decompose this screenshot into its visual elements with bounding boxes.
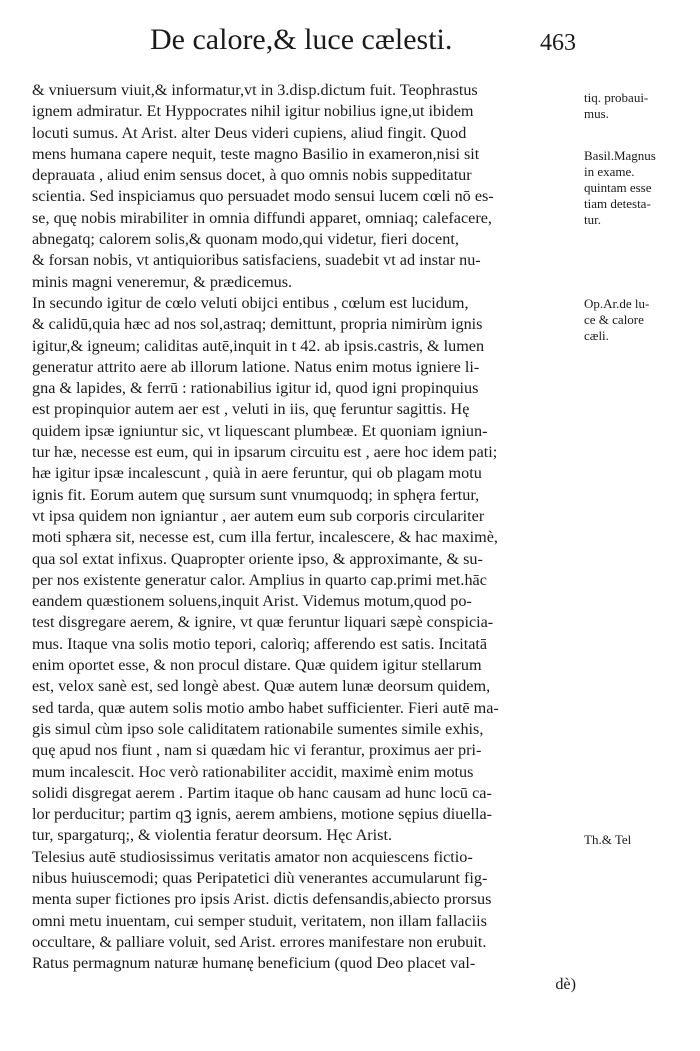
margin-note-line: tur.: [584, 212, 601, 227]
margin-note-line: tiq. probaui-: [584, 90, 649, 105]
text-line: ignem admiratur. Et Hyppocrates nihil igitur nobilius igne,ut ibidem: [32, 102, 474, 121]
text-line: se, quę nobis mirabiliter in omnia diffundi apparet, omniaq; calefacere,: [32, 208, 492, 227]
text-line: qua sol extat infixus. Quapropter oriente ipso, & approximante, & su-: [32, 549, 483, 568]
margin-note-line: cæli.: [584, 328, 609, 343]
margin-note-line: ce & calore: [584, 312, 644, 327]
text-line: lor perducitur; partim qꝫ ignis, aerem ambiens, motione sępius diuella-: [32, 805, 493, 824]
text-line: gna & lapides, & ferrū : rationabilius igitur id, quod igni propinquius: [32, 379, 479, 398]
text-line: & calidū,quia hæc ad nos sol,astraq; demittunt, propria nimirùm ignis: [32, 315, 483, 334]
text-line: eandem quæstionem soluens,inquit Arist. Videmus motum,quod po-: [32, 592, 472, 611]
text-line: & forsan nobis, vt antiquioribus satisfaciens, suadebit vt ad instar nu-: [32, 251, 481, 270]
text-line: In secundo igitur de cœlo veluti obijci entibus , cœlum est lucidum,: [32, 293, 469, 312]
text-line: menta super fictiones pro ipsis Arist. dictis defensandis,abiecto prorsus: [32, 890, 492, 909]
text-line: est, velox sanè est, sed longè abest. Quæ autem lunæ deorsum quidem,: [32, 677, 491, 696]
text-line: & vniuersum viuit,& informatur,vt in 3.disp.dictum fuit. Teophrastus: [32, 81, 478, 99]
text-line: ignis fit. Eorum autem quę sursum sunt vnumquodq; in sphęra fertur,: [32, 485, 480, 504]
text-line: moti sphæra sit, necesse est, cum illa fertur, incalescere, & hac maximè,: [32, 528, 498, 547]
text-line: tur, spargaturq;, & violentia feratur deorsum. Hęc Arist.: [32, 826, 393, 845]
running-title: De calore,& luce cælesti.: [150, 23, 453, 56]
text-line: quę apud nos fiunt , nam si quædam hic vi ferantur, proximus aer pri-: [32, 741, 482, 760]
text-line: mens humana capere nequit, teste magno Basilio in exameron,nisi sit: [32, 144, 480, 163]
text-line: enim oportet esse, & non procul distare. Quæ quidem igitur stellarum: [32, 656, 482, 675]
text-line: est propinquior autem aer est , veluti in iis, quę feruntur sagittis. Hę: [32, 400, 470, 419]
text-line: abnegatq; calorem solis,& quonam modo,qui videtur, fieri docent,: [32, 230, 459, 249]
margin-note-line: Th.& Tel: [584, 832, 632, 847]
text-line: per nos existente generatur calor. Amplius in quarto cap.primi met.hāc: [32, 570, 487, 589]
text-line: vt ipsa quidem non igniantur , aer autem eum sub corporis circulariter: [32, 506, 485, 525]
text-line: Ratus permagnum naturæ humanę beneficium (quod Deo placet val-: [32, 954, 476, 973]
margin-note-line: mus.: [584, 106, 609, 121]
text-line: locuti sumus. At Arist. alter Deus videri cupiens, aliud fingit. Quod: [32, 123, 467, 142]
paragraph-1: [32, 80, 580, 293]
main-text-column: [32, 80, 580, 996]
text-line: solidi disgregat aerem . Partim itaque ob hanc causam ad hunc locū ca-: [32, 783, 492, 802]
text-line: generatur attrito aere ab illorum latione. Natus enim motus igniere li-: [32, 357, 480, 376]
margin-note-line: quintam esse: [584, 180, 652, 195]
margin-note-line: tiam detesta-: [584, 196, 651, 211]
text-line: Telesius autē studiosissimus veritatis amator non acquiescens fictio-: [32, 847, 473, 866]
text-line: test disgregare aerem, & ignire, vt quæ feruntur liquari sæpè conspicia-: [32, 613, 494, 632]
text-line: omni metu inuentam, cui semper studuit, veritatem, non illam fallaciis: [32, 911, 487, 930]
margin-note-line: Op.Ar.de lu-: [584, 296, 650, 311]
text-line: dè): [555, 975, 576, 994]
text-line: mum incalescit. Hoc verò rationabiliter accidit, maximè enim motus: [32, 762, 474, 781]
text-line: quidem ipsæ igniuntur sic, vt liquescant plumbeæ. Et quoniam igniun-: [32, 421, 488, 440]
page-number: 463: [540, 30, 576, 56]
paragraph-2: [32, 293, 580, 847]
margin-note: [584, 90, 696, 122]
text-line: hæ igitur ipsæ incalescunt , quià in aere feruntur, qui ob plagam motu: [32, 464, 482, 483]
text-line: tur hæ, necesse est eum, qui in ipsarum circuitu est , aere hoc idem pati;: [32, 443, 498, 462]
text-line: occultare, & palliare voluit, sed Arist. errores manifestare non erubuit.: [32, 932, 487, 951]
page-header: [150, 14, 590, 72]
text-line: nibus huiuscemodi; quas Peripatetici diù venerantes accumularunt fig-: [32, 868, 488, 887]
margin-note: [584, 148, 696, 228]
text-line: minis magni veneremur, & prædicemus.: [32, 272, 293, 291]
margin-note-line: Basil.Magnus: [584, 148, 656, 163]
text-line: sed tarda, quæ autem solis motio ambo habet sufficienter. Fieri autē ma-: [32, 698, 499, 717]
text-line: igitur,& igneum; caliditas autē,inquit in t 42. ab ipsis.castris, & lumen: [32, 336, 485, 355]
text-line: mus. Itaque vna solis motio tepori, calorìq; afferendo est satis. Incitatā: [32, 634, 488, 653]
text-line: deprauata , aliud enim sensus docet, à quo omnis nobis suppeditatur: [32, 166, 472, 185]
text-line: gis simul cùm ipso sole caliditatem rationabile sumentes simile exhis,: [32, 719, 484, 738]
paragraph-3: [32, 847, 580, 996]
margin-note: [584, 296, 696, 344]
margin-note-line: in exame.: [584, 164, 635, 179]
margin-note: [584, 832, 696, 848]
text-line: scientia. Sed inspiciamus quo persuadet modo sensui lucem cœli nō es-: [32, 187, 494, 206]
